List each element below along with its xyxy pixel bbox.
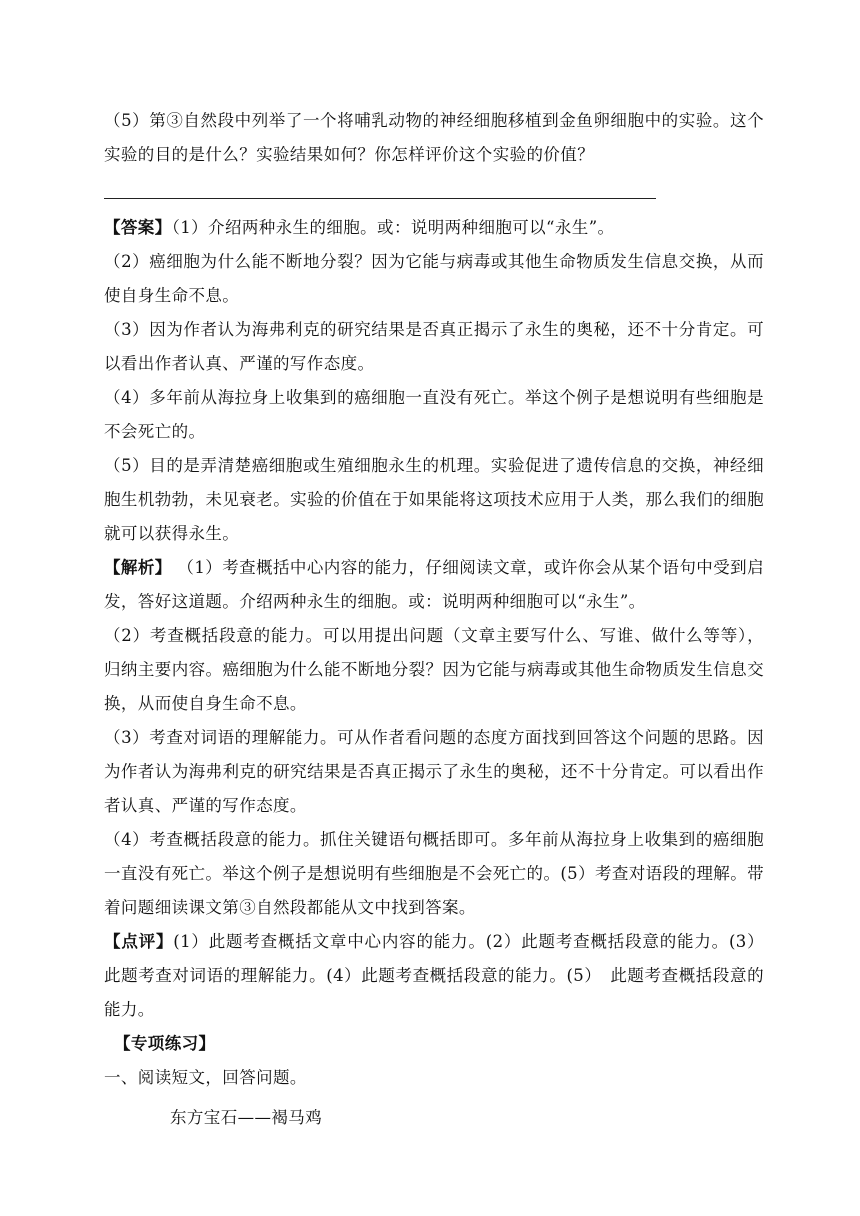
answer-item-4: （4）多年前从海拉身上收集到的癌细胞一直没有死亡。举这个例子是想说明有些细胞是不会死亡的。: [104, 388, 764, 441]
analysis-item-4: （4）考查概括段意的能力。抓住关键语句概括即可。多年前从海拉身上收集到的癌细胞一直没有死亡。举这个例子是想说明有些细胞是不会死亡的。(5）考查对语段的理解。带着问题细读课文第③自然段都能从文中找到答案。: [104, 830, 764, 917]
practice-instruction: 一、阅读短文，回答问题。: [104, 1068, 307, 1087]
answer-item-1: [104, 211, 764, 245]
document-content: [104, 104, 764, 1135]
answer-blank-line: [104, 198, 656, 199]
comment-text: (1）此题考查概括文章中心内容的能力。(2）此题考查概括段意的能力。(3）此题考查对词语的理解能力。(4）此题考查概括段意的能力。(5） 此题考查概括段意的能力。: [104, 932, 764, 1019]
article-title: 东方宝石——褐马鸡: [170, 1108, 323, 1127]
answer-text-1: （1）介绍两种永生的细胞。或：说明两种细胞可以“永生”。: [171, 218, 615, 237]
analysis-label: 【解析】: [104, 558, 172, 577]
analysis-item-2: （2）考查概括段意的能力。可以用提出问题（文章主要写什么、写谁、做什么等等），归纳主要内容。癌细胞为什么能不断地分裂？因为它能与病毒或其他生命物质发生信息交换，从而使自身生命不息。: [104, 626, 764, 713]
analysis-item-3: （3）考查对词语的理解能力。可从作者看问题的态度方面找到回答这个问题的思路。因为作者认为海弗利克的研究结果是否真正揭示了永生的奥秘，还不十分肯定。可以看出作者认真、严谨的写作态度。: [104, 728, 764, 815]
analysis-text-1: （1）考查概括中心内容的能力，仔细阅读文章，或许你会从某个语句中受到启发，答好这道题。介绍两种永生的细胞。或：说明两种细胞可以“永生”。: [104, 558, 764, 611]
question-5: （5）第③自然段中列举了一个将哺乳动物的神经细胞移植到金鱼卵细胞中的实验。这个实验的目的是什么？实验结果如何？你怎样评价这个实验的价值？: [104, 111, 764, 164]
practice-heading: 【专项练习】: [114, 1034, 216, 1053]
comment-paragraph: [104, 925, 764, 1027]
analysis-item-1: [104, 551, 764, 619]
answer-item-3: （3）因为作者认为海弗利克的研究结果是否真正揭示了永生的奥秘，还不十分肯定。可以看出作者认真、严谨的写作态度。: [104, 320, 764, 373]
comment-label: 【点评】: [104, 932, 174, 951]
answer-label: 【答案】: [104, 218, 172, 237]
answer-item-5: （5）目的是弄清楚癌细胞或生殖细胞永生的机理。实验促进了遗传信息的交换，神经细胞生机勃勃，未见衰老。实验的价值在于如果能将这项技术应用于人类，那么我们的细胞就可以获得永生。: [104, 456, 764, 543]
answer-item-2: （2）癌细胞为什么能不断地分裂？因为它能与病毒或其他生命物质发生信息交换，从而使自身生命不息。: [104, 252, 764, 305]
